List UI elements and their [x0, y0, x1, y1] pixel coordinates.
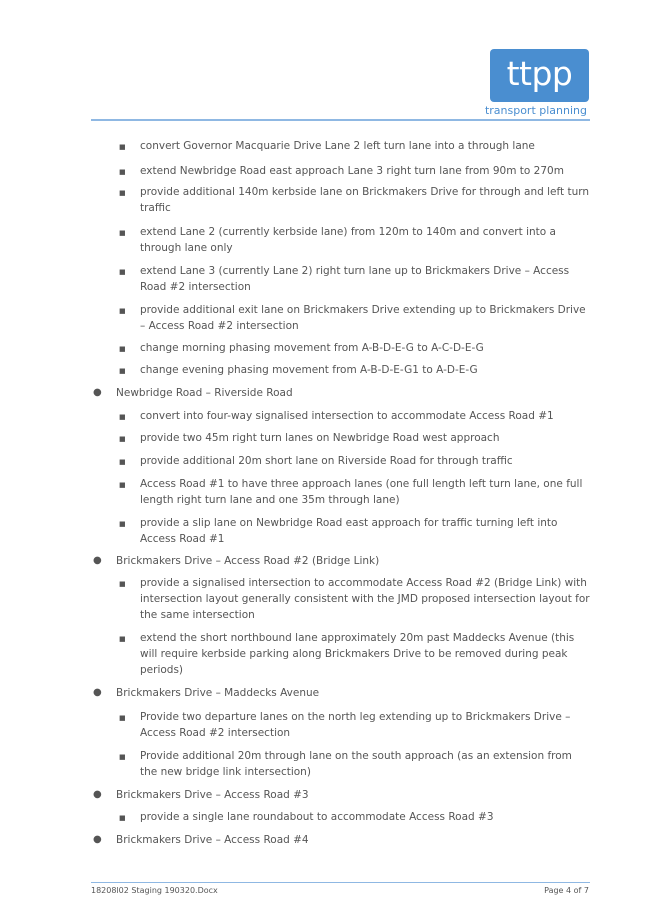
- square-bullet-icon: ■: [119, 168, 126, 176]
- list-item: [119, 138, 590, 154]
- list-item: [119, 630, 590, 678]
- square-bullet-icon: ■: [119, 714, 126, 722]
- square-bullet-icon: ■: [119, 413, 126, 421]
- list-item-text: Provide two departure lanes on the north leg extending up to Brickmakers Drive – Access Road #2 intersection: [140, 711, 571, 739]
- list-item-text: provide additional 140m kerbside lane on Brickmakers Drive for through and left turn traffic: [140, 186, 590, 214]
- square-bullet-icon: ■: [119, 189, 126, 197]
- list-item: [119, 476, 590, 508]
- square-bullet-icon: ■: [119, 753, 126, 761]
- list-item: [93, 832, 590, 848]
- square-bullet-icon: ■: [119, 814, 126, 822]
- round-bullet-icon: ●: [93, 834, 102, 845]
- square-bullet-icon: ■: [119, 635, 126, 643]
- list-item-text: Provide additional 20m through lane on the south approach (as an extension from the new bridge link intersection): [140, 750, 572, 778]
- list-item: [119, 430, 590, 446]
- list-item: [93, 685, 590, 701]
- list-item: [119, 224, 590, 256]
- list-item-text: Brickmakers Drive – Access Road #3: [116, 789, 309, 801]
- list-item: [119, 263, 590, 295]
- list-item-text: provide additional exit lane on Brickmakers Drive extending up to Brickmakers Drive – Access Road #2 intersection: [140, 304, 586, 332]
- list-item-text: convert into four-way signalised intersection to accommodate Access Road #1: [140, 410, 554, 422]
- list-item: [119, 340, 590, 356]
- square-bullet-icon: ■: [119, 520, 126, 528]
- list-item-text: change evening phasing movement from A-B-D-E-G1 to A-D-E-G: [140, 364, 478, 376]
- list-item-text: provide a single lane roundabout to accommodate Access Road #3: [140, 811, 494, 823]
- round-bullet-icon: ●: [93, 555, 102, 566]
- list-item-text: extend Lane 2 (currently kerbside lane) from 120m to 140m and convert into a through lane only: [140, 226, 556, 254]
- list-item: [93, 553, 590, 569]
- list-item-text: extend Lane 3 (currently Lane 2) right turn lane up to Brickmakers Drive – Access Road #2 intersection: [140, 265, 570, 293]
- list-item-text: extend Newbridge Road east approach Lane 3 right turn lane from 90m to 270m: [140, 165, 564, 177]
- list-item-text: Newbridge Road – Riverside Road: [116, 387, 293, 399]
- list-item: [119, 408, 590, 424]
- list-item: [119, 453, 590, 469]
- list-item-text: convert Governor Macquarie Drive Lane 2 left turn lane into a through lane: [140, 140, 535, 152]
- logo-tagline: transport planning: [484, 104, 587, 117]
- list-item: [119, 575, 590, 623]
- list-item: [93, 787, 590, 803]
- list-item: [119, 515, 590, 547]
- list-item: [119, 748, 590, 780]
- list-item-text: provide two 45m right turn lanes on Newbridge Road west approach: [140, 432, 500, 444]
- document-reference: 18208l02 Staging 190320.Docx: [91, 886, 218, 895]
- square-bullet-icon: ■: [119, 367, 126, 375]
- square-bullet-icon: ■: [119, 481, 126, 489]
- square-bullet-icon: ■: [119, 458, 126, 466]
- list-item: [93, 385, 590, 401]
- list-item-text: Brickmakers Drive – Access Road #2 (Bridge Link): [116, 555, 380, 567]
- list-item-text: provide additional 20m short lane on Riverside Road for through traffic: [140, 455, 513, 467]
- round-bullet-icon: ●: [93, 387, 102, 398]
- square-bullet-icon: ■: [119, 580, 126, 588]
- square-bullet-icon: ■: [119, 345, 126, 353]
- list-item-text: provide a signalised intersection to accommodate Access Road #2 (Bridge Link) with intersection layout generally consistent with the JMD proposed intersection layout for the same intersection: [140, 577, 590, 621]
- list-item: [119, 709, 590, 741]
- page-number: Page 4 of 7: [544, 886, 589, 895]
- square-bullet-icon: ■: [119, 435, 126, 443]
- header-divider: [91, 119, 590, 121]
- square-bullet-icon: ■: [119, 268, 126, 276]
- footer-divider: [91, 882, 590, 883]
- list-item: [119, 163, 590, 179]
- logo-text: ttpp: [506, 54, 573, 93]
- list-item-text: Brickmakers Drive – Access Road #4: [116, 834, 309, 846]
- round-bullet-icon: ●: [93, 789, 102, 800]
- list-item: [119, 302, 590, 334]
- list-item-text: provide a slip lane on Newbridge Road east approach for traffic turning left into Access Road #1: [140, 517, 558, 545]
- list-item-text: Access Road #1 to have three approach lanes (one full length left turn lane, one full length right turn lane and one 35m through lane): [140, 478, 583, 506]
- list-item: [119, 809, 590, 825]
- list-item: [119, 184, 590, 216]
- list-item-text: Brickmakers Drive – Maddecks Avenue: [116, 687, 320, 699]
- round-bullet-icon: ●: [93, 687, 102, 698]
- list-item: [119, 362, 590, 378]
- square-bullet-icon: ■: [119, 229, 126, 237]
- company-logo: [490, 49, 589, 102]
- list-item-text: extend the short northbound lane approximately 20m past Maddecks Avenue (this will require kerbside parking along Brickmakers Drive to be removed during peak periods): [140, 632, 575, 676]
- square-bullet-icon: ■: [119, 143, 126, 151]
- list-item-text: change morning phasing movement from A-B-D-E-G to A-C-D-E-G: [140, 342, 484, 354]
- square-bullet-icon: ■: [119, 307, 126, 315]
